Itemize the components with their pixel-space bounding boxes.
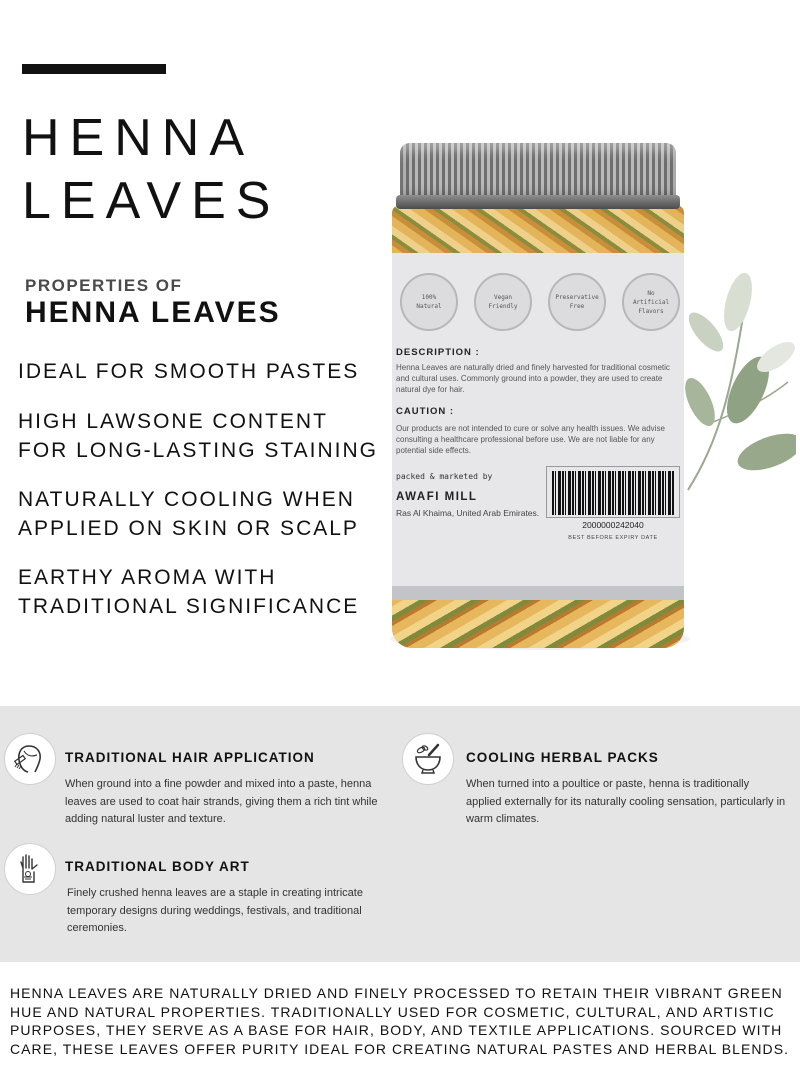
properties-kicker: PROPERTIES OF [25,276,183,295]
leaf-sprig-icon [678,262,796,502]
property-lawsone: HIGH LAWSONE CONTENT FOR LONG-LASTING STAINING [18,410,378,462]
properties-heading: HENNA LEAVES [25,296,281,329]
feature-body-art-text: Finely crushed henna leaves are a staple in creating intricate temporary designs during weddings, festivals, and traditional ceremonies. [67,887,363,934]
caution-text: Our products are not intended to cure or solve any health issues. We advise consulting a healthcare professional before use. We are not liable for any potential side effects. [396,424,665,455]
footer-description: HENNA LEAVES ARE NATURALLY DRIED AND FINELY PROCESSED TO RETAIN THEIR VIBRANT GREEN HUE AND NATURAL PROPERTIES. TRADITIONALLY USED FOR COSMETIC, CULTURAL, AND ARTISTIC PURPOSES, THEY SERVE AS A BASE FOR HAIR, BODY, AND TEXTILE APPLICATIONS. SOURCED WITH CARE, THESE LEAVES OFFER PURITY IDEAL FOR CREATING NATURAL PASTES AND HERBAL BLENDS. [10,985,790,1057]
badge-row [398,273,682,335]
hair-comb-icon [4,733,56,785]
henna-hand-icon [4,843,56,895]
jar-body [392,205,684,648]
title-line-2: LEAVES [22,172,281,230]
product-jar [392,143,684,648]
jar-label [392,253,684,604]
best-before: BEST BEFORE EXPIRY DATE [568,535,658,541]
badge-preservative-free: Preservative Free [548,273,606,331]
feature-hair-text: When ground into a fine powder and mixed into a paste, henna leaves are used to coat hair strands, giving them a rich tint while adding natural luster and texture. [65,778,378,825]
badge-no-artificial-flavors: No Artificial Flavors [622,273,680,331]
property-aroma: EARTHY AROMA WITH TRADITIONAL SIGNIFICANCE [18,566,360,618]
property-smooth-pastes: IDEAL FOR SMOOTH PASTES [18,360,360,383]
features-section [0,706,800,962]
feature-cooling-text: When turned into a poultice or paste, henna is traditionally applied externally for its naturally cooling sensation, particularly in warm climates. [466,778,786,825]
company-address: Ras Al Khaima, United Arab Emirates. [396,508,540,518]
feature-body-art-heading: TRADITIONAL BODY ART [65,859,250,874]
badge-natural: 100% Natural [400,273,458,331]
accent-bar [22,64,166,74]
barcode-icon [552,471,674,515]
company-name: AWAFI MILL [396,491,478,503]
property-cooling: NATURALLY COOLING WHEN APPLIED ON SKIN OR SCALP [18,488,359,540]
title-line-1: HENNA [22,109,255,167]
mortar-pestle-icon [402,733,454,785]
jar-lid-band [396,195,680,209]
badge-vegan: Vegan Friendly [474,273,532,331]
henna-leaves-bottom [392,600,684,648]
feature-cooling-heading: COOLING HERBAL PACKS [466,750,659,765]
description-heading: DESCRIPTION : [396,347,480,358]
barcode-number: 2000000242040 [582,520,644,530]
feature-hair-heading: TRADITIONAL HAIR APPLICATION [65,750,315,765]
caution-heading: CAUTION : [396,406,455,417]
henna-leaves-top [392,205,684,255]
description-text: Henna Leaves are naturally dried and finely harvested for traditional cosmetic and cultural uses. Commonly ground into a powder, they are used to create natural dye for hair. [396,363,670,394]
packed-by: packed & marketed by [396,472,493,481]
